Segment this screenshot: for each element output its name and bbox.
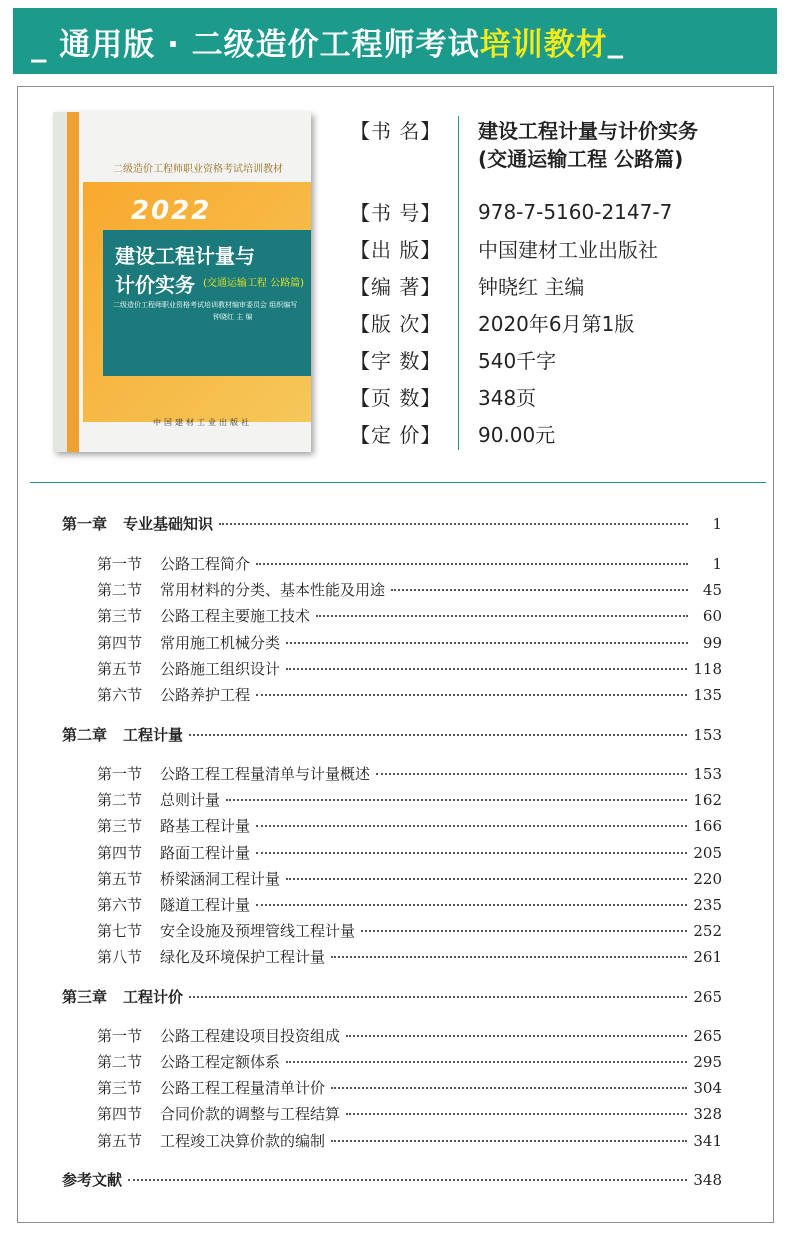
toc-section-row xyxy=(97,842,722,863)
toc-chapter-row xyxy=(62,724,722,745)
toc-label: 第一章 xyxy=(62,515,108,533)
toc-title: 工程计价 xyxy=(123,988,184,1006)
toc-page-number: 153 xyxy=(693,765,722,783)
toc-title: 合同价款的调整与工程结算 xyxy=(160,1105,341,1123)
toc-title: 公路工程定额体系 xyxy=(160,1053,281,1071)
toc-page-number: 220 xyxy=(693,870,722,888)
toc-page-number: 205 xyxy=(693,844,722,862)
toc-label: 第二节 xyxy=(97,791,143,809)
toc-label: 第一节 xyxy=(97,765,143,783)
toc-leader-dots xyxy=(286,642,688,644)
toc-page-number: 304 xyxy=(693,1079,722,1097)
section-divider xyxy=(30,482,766,483)
toc-label: 第三节 xyxy=(97,817,143,835)
toc-page-number: 60 xyxy=(702,607,722,625)
info-row-title xyxy=(350,115,698,144)
toc-page-number: 118 xyxy=(693,660,722,678)
toc-chapter-row xyxy=(62,1169,722,1190)
info-row-publisher xyxy=(350,234,658,263)
toc-section-row xyxy=(97,763,722,784)
toc-title: 公路工程工程量清单与计量概述 xyxy=(160,765,371,783)
toc-label: 第五节 xyxy=(97,870,143,888)
info-value: 钟晓红 主编 xyxy=(478,275,585,299)
info-value: 348页 xyxy=(478,386,537,410)
toc-label: 第五节 xyxy=(97,1132,143,1150)
toc-section-row xyxy=(97,789,722,810)
toc-section-row xyxy=(97,1130,722,1151)
info-row-pages xyxy=(350,382,537,411)
toc-label: 第二节 xyxy=(97,1053,143,1071)
toc-section-row xyxy=(97,815,722,836)
toc-title: 公路工程建设项目投资组成 xyxy=(160,1027,341,1045)
info-row-author xyxy=(350,271,585,300)
toc-section-row xyxy=(97,1025,722,1046)
toc-label: 第三节 xyxy=(97,607,143,625)
toc-title: 公路施工组织设计 xyxy=(160,660,281,678)
toc-label: 第二节 xyxy=(97,581,143,599)
toc-title: 工程计量 xyxy=(123,726,184,744)
cover-subtitle: (交通运输工程 公路篇) xyxy=(203,278,304,289)
info-value: 978-7-5160-2147-7 xyxy=(478,199,673,224)
toc-label: 第一节 xyxy=(97,1027,143,1045)
toc-page-number: 295 xyxy=(693,1053,722,1071)
banner-suffix: _ xyxy=(607,23,625,59)
banner-highlight: 培训教材 xyxy=(479,26,608,63)
toc-leader-dots xyxy=(331,956,687,958)
info-row-price xyxy=(350,419,556,448)
toc-title: 工程竣工决算价款的编制 xyxy=(160,1132,326,1150)
toc-leader-dots xyxy=(189,996,687,998)
toc-label: 第六节 xyxy=(97,686,143,704)
info-value: 建设工程计量与计价实务 xyxy=(478,119,698,143)
info-row-isbn xyxy=(350,197,673,226)
toc-title: 公路工程简介 xyxy=(160,555,251,573)
toc-title: 专业基础知识 xyxy=(123,515,214,533)
toc-page-number: 265 xyxy=(693,1027,722,1045)
toc-section-row xyxy=(97,632,722,653)
toc-page-number: 166 xyxy=(693,817,722,835)
info-label: 【字 数】 xyxy=(350,349,442,373)
toc-leader-dots xyxy=(361,930,687,932)
toc-title: 公路工程主要施工技术 xyxy=(160,607,311,625)
toc-label: 第一节 xyxy=(97,555,143,573)
toc-title: 总则计量 xyxy=(160,791,221,809)
toc-label: 参考文献 xyxy=(62,1171,123,1189)
toc-chapter-row xyxy=(62,986,722,1007)
toc-section-row xyxy=(97,920,722,941)
cover-press: 中国建材工业出版社 xyxy=(153,418,252,427)
toc-title: 隧道工程计量 xyxy=(160,896,251,914)
info-row-wordcount xyxy=(350,345,557,374)
toc-page-number: 99 xyxy=(702,634,722,652)
toc-section-row xyxy=(97,684,722,705)
toc-title: 公路工程工程量清单计价 xyxy=(160,1079,326,1097)
toc-leader-dots xyxy=(316,615,688,617)
toc-title: 绿化及环境保护工程计量 xyxy=(160,948,326,966)
toc-page-number: 348 xyxy=(693,1171,722,1189)
toc-title: 路面工程计量 xyxy=(160,844,251,862)
toc-leader-dots xyxy=(226,799,687,801)
info-value: 2020年6月第1版 xyxy=(478,312,635,336)
info-label: 【定 价】 xyxy=(350,423,442,447)
toc-section-row xyxy=(97,579,722,600)
cover-spine xyxy=(53,112,68,452)
info-label: 【出 版】 xyxy=(350,238,442,262)
toc-label: 第四节 xyxy=(97,1105,143,1123)
toc-section-row xyxy=(97,1077,722,1098)
toc-leader-dots xyxy=(346,1113,687,1115)
toc-page-number: 328 xyxy=(693,1105,722,1123)
info-value: (交通运输工程 公路篇) xyxy=(478,146,684,171)
toc-page-number: 261 xyxy=(693,948,722,966)
toc-section-row xyxy=(97,605,722,626)
toc-leader-dots xyxy=(256,563,688,565)
toc-page-number: 153 xyxy=(693,726,722,744)
toc-section-row xyxy=(97,894,722,915)
toc-chapter-row xyxy=(62,513,722,534)
toc-leader-dots xyxy=(286,1061,687,1063)
toc-title: 公路养护工程 xyxy=(160,686,251,704)
book-cover xyxy=(53,112,311,452)
toc-section-row xyxy=(97,868,722,889)
info-label: 【版 次】 xyxy=(350,312,442,336)
toc-label: 第八节 xyxy=(97,948,143,966)
toc-section-row xyxy=(97,1103,722,1124)
toc-section-row xyxy=(97,658,722,679)
toc-page-number: 1 xyxy=(712,515,722,533)
toc-page-number: 235 xyxy=(693,896,722,914)
toc-section-row xyxy=(97,1051,722,1072)
info-divider xyxy=(458,116,459,450)
toc-leader-dots xyxy=(128,1179,687,1181)
cover-year: 2022 xyxy=(131,196,212,226)
title-banner xyxy=(13,8,777,74)
toc-title: 路基工程计量 xyxy=(160,817,251,835)
toc-leader-dots xyxy=(286,668,687,670)
toc-label: 第二章 xyxy=(62,726,108,744)
toc-page-number: 341 xyxy=(693,1132,722,1150)
cover-series-line: 二级造价工程师职业资格考试培训教材 xyxy=(113,163,283,175)
toc-page-number: 135 xyxy=(693,686,722,704)
banner-title: _ 通用版 · 二级造价工程师考试 xyxy=(31,26,480,63)
toc-page-number: 252 xyxy=(693,922,722,940)
cover-title-line1: 建设工程计量与 xyxy=(115,244,255,268)
info-value: 540千字 xyxy=(478,349,557,373)
toc-leader-dots xyxy=(219,523,688,525)
cover-title-line2: 计价实务 xyxy=(115,273,195,297)
toc-label: 第三章 xyxy=(62,988,108,1006)
toc-section-row xyxy=(97,946,722,967)
info-label: 【页 数】 xyxy=(350,386,442,410)
toc-leader-dots xyxy=(256,852,687,854)
toc-label: 第四节 xyxy=(97,634,143,652)
toc-leader-dots xyxy=(331,1140,687,1142)
toc-leader-dots xyxy=(286,878,687,880)
info-label: 【书 名】 xyxy=(350,119,442,143)
toc-leader-dots xyxy=(346,1035,687,1037)
toc-title: 常用施工机械分类 xyxy=(160,634,281,652)
info-value: 中国建材工业出版社 xyxy=(478,238,658,262)
info-label: 【编 著】 xyxy=(350,275,442,299)
toc-title: 常用材料的分类、基本性能及用途 xyxy=(160,581,386,599)
toc-leader-dots xyxy=(256,904,687,906)
toc-label: 第四节 xyxy=(97,844,143,862)
toc-page-number: 1 xyxy=(712,555,722,573)
toc-title: 桥梁涵洞工程计量 xyxy=(160,870,281,888)
toc-leader-dots xyxy=(391,589,688,591)
info-label: 【书 号】 xyxy=(350,201,442,225)
toc-page-number: 265 xyxy=(693,988,722,1006)
cover-editorial-line: 二级造价工程师职业资格考试培训教材编审委员会 组织编写 xyxy=(113,301,298,309)
toc-label: 第五节 xyxy=(97,660,143,678)
toc-leader-dots xyxy=(189,734,687,736)
toc-section-row xyxy=(97,553,722,574)
toc-leader-dots xyxy=(331,1087,687,1089)
toc-page-number: 162 xyxy=(693,791,722,809)
toc-title: 安全设施及预埋管线工程计量 xyxy=(160,922,356,940)
toc-label: 第六节 xyxy=(97,896,143,914)
toc-leader-dots xyxy=(256,825,687,827)
toc-leader-dots xyxy=(256,694,687,696)
info-value: 90.00元 xyxy=(478,423,556,447)
toc-page-number: 45 xyxy=(702,581,722,599)
cover-editor-line: 钟晓红 主 编 xyxy=(213,313,253,321)
toc-label: 第三节 xyxy=(97,1079,143,1097)
toc-leader-dots xyxy=(376,773,687,775)
info-row-edition xyxy=(350,308,635,337)
cover-stripe xyxy=(67,112,79,452)
toc-label: 第七节 xyxy=(97,922,143,940)
